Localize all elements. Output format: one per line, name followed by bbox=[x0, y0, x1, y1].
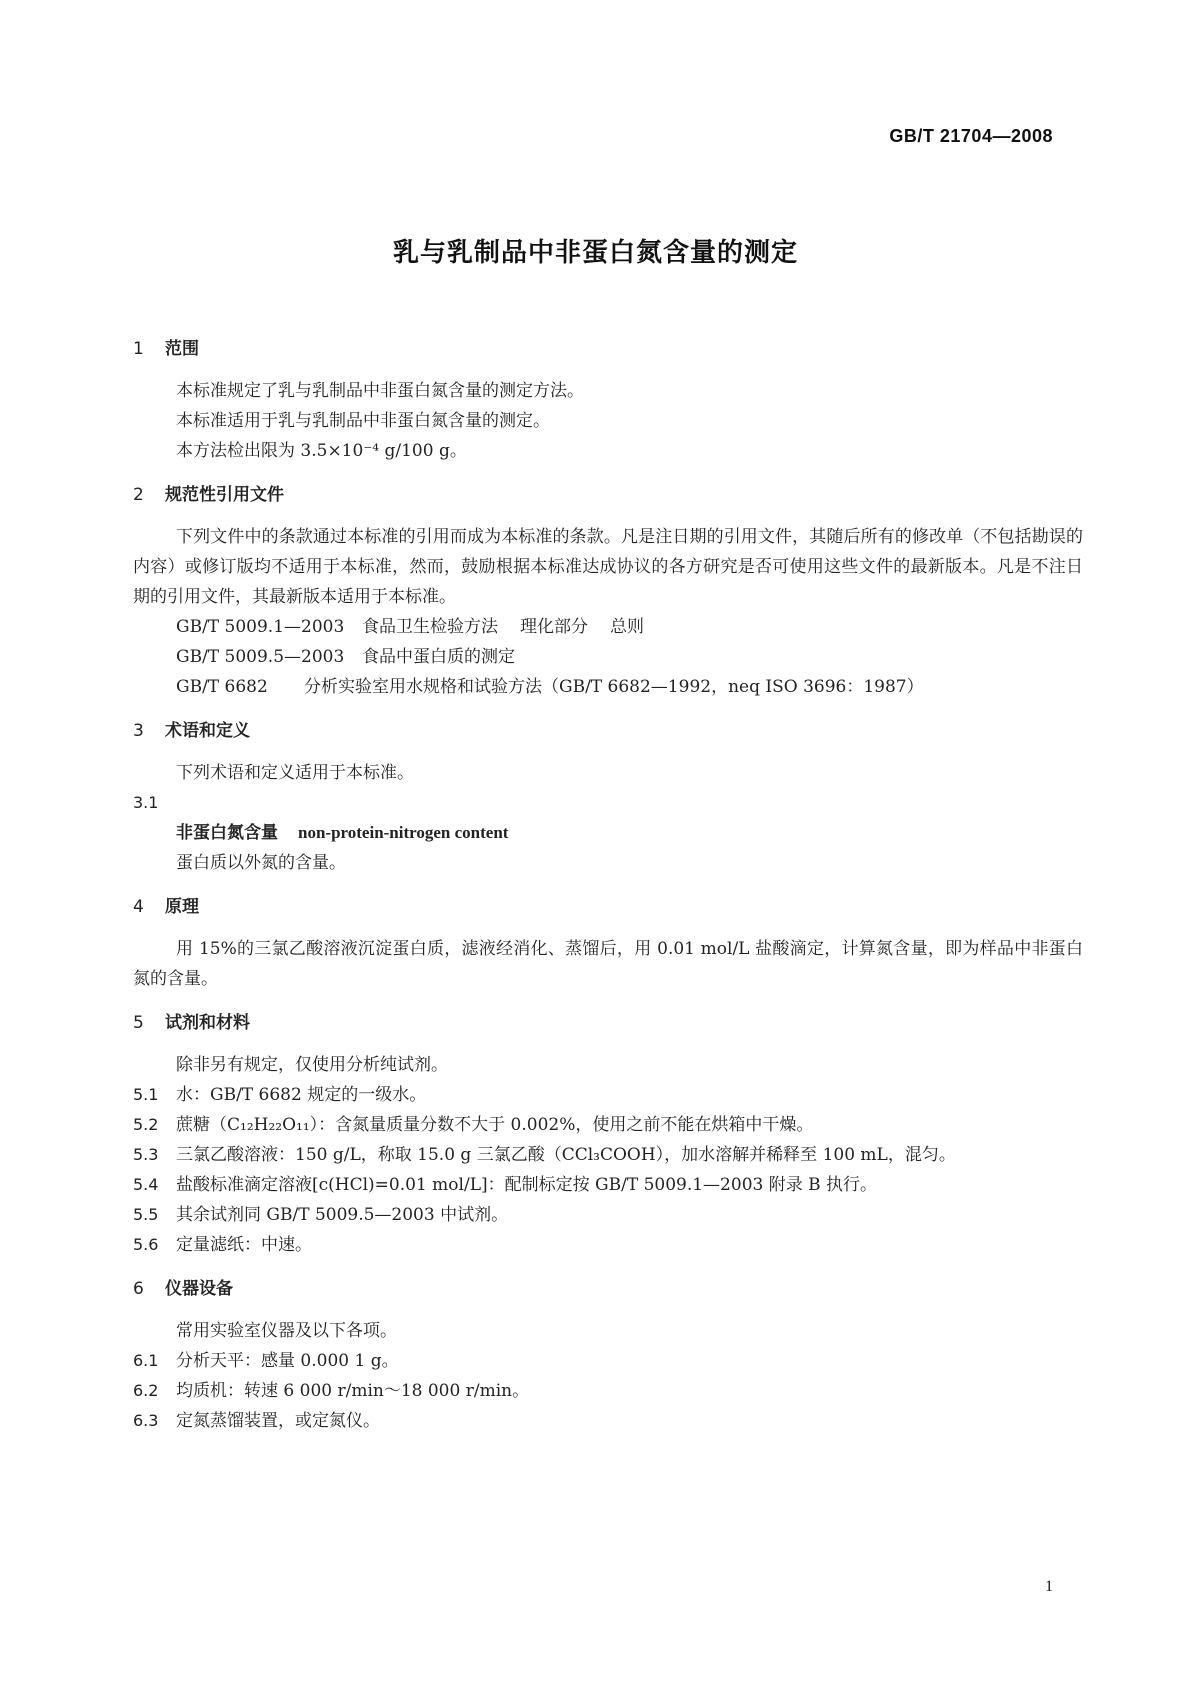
clause-5-5 bbox=[133, 1200, 1083, 1230]
section-5-heading bbox=[133, 1008, 1083, 1038]
section-3-heading bbox=[133, 716, 1083, 746]
section-number: 2 bbox=[133, 485, 144, 505]
section-4-heading bbox=[133, 892, 1083, 922]
clause-text: 水：GB/T 6682 规定的一级水。 bbox=[176, 1085, 427, 1105]
clause-5-2 bbox=[133, 1110, 1083, 1140]
clause-number: 5.6 bbox=[133, 1235, 159, 1254]
clause-5-4 bbox=[133, 1170, 1083, 1200]
section-number: 4 bbox=[133, 897, 144, 917]
clause-number: 5.4 bbox=[133, 1175, 159, 1194]
page-number: 1 bbox=[1045, 1578, 1053, 1595]
section-title: 范围 bbox=[165, 339, 199, 359]
scope-line-2: 本标准适用于乳与乳制品中非蛋白氮含量的测定。 bbox=[176, 411, 550, 431]
section-6-heading bbox=[133, 1274, 1083, 1304]
scope-line-1: 本标准规定了乳与乳制品中非蛋白氮含量的测定方法。 bbox=[176, 381, 584, 401]
clause-number: 6.3 bbox=[133, 1411, 159, 1430]
clause-5-3 bbox=[133, 1140, 1083, 1170]
clause-5-1 bbox=[133, 1080, 1083, 1110]
section-title: 试剂和材料 bbox=[165, 1013, 250, 1033]
reference-item bbox=[133, 642, 1083, 672]
reference-title: 食品中蛋白质的测定 bbox=[362, 647, 515, 667]
section-2-heading bbox=[133, 480, 1083, 510]
clause-6-1 bbox=[133, 1346, 1083, 1376]
reference-title: 食品卫生检验方法 bbox=[362, 617, 498, 637]
reference-code: GB/T 5009.5—2003 bbox=[176, 647, 345, 667]
clause-number: 5.1 bbox=[133, 1085, 159, 1104]
term-definition: 蛋白质以外氮的含量。 bbox=[176, 853, 346, 873]
reference-item bbox=[133, 672, 1083, 702]
reagents-intro: 除非另有规定，仅使用分析纯试剂。 bbox=[176, 1055, 448, 1075]
section-title: 术语和定义 bbox=[165, 721, 250, 741]
section-title: 原理 bbox=[165, 897, 199, 917]
document-body bbox=[133, 334, 1083, 1436]
section-number: 3 bbox=[133, 721, 144, 741]
normative-references-paragraph: 下列文件中的条款通过本标准的引用而成为本标准的条款。凡是注日期的引用文件，其随后所有的修改单（不包括勘误的内容）或修订版均不适用于本标准，然而，鼓励根据本标准达成协议的各方研究是否可使用这些文件的最新版本。凡是不注日期的引用文件，其最新版本适用于本标准。 bbox=[133, 527, 1083, 607]
term-english: non-protein-nitrogen content bbox=[298, 823, 509, 842]
term-entry bbox=[133, 818, 1083, 848]
clause-text: 均质机：转速 6 000 r/min～18 000 r/min。 bbox=[176, 1381, 530, 1401]
section-1-heading bbox=[133, 334, 1083, 364]
section-number: 6 bbox=[133, 1279, 144, 1299]
reference-title: 分析实验室用水规格和试验方法（GB/T 6682—1992，neq ISO 3696：1987） bbox=[304, 677, 924, 697]
clause-text: 蔗糖（C₁₂H₂₂O₁₁）：含氮量质量分数不大于 0.002%，使用之前不能在烘箱中干燥。 bbox=[176, 1115, 814, 1135]
section-number: 1 bbox=[133, 339, 144, 359]
clause-number: 5.2 bbox=[133, 1115, 159, 1134]
clause-number: 5.3 bbox=[133, 1145, 159, 1164]
clause-number: 5.5 bbox=[133, 1205, 159, 1224]
scope-line-3: 本方法检出限为 3.5×10⁻⁴ g/100 g。 bbox=[176, 441, 467, 461]
apparatus-intro: 常用实验室仪器及以下各项。 bbox=[176, 1321, 397, 1341]
clause-text: 其余试剂同 GB/T 5009.5—2003 中试剂。 bbox=[176, 1205, 509, 1225]
clause-text: 定氮蒸馏装置，或定氮仪。 bbox=[176, 1411, 380, 1431]
reference-title-part: 总则 bbox=[610, 617, 644, 637]
clause-number: 6.2 bbox=[133, 1381, 159, 1400]
section-title: 规范性引用文件 bbox=[165, 485, 284, 505]
document-title: 乳与乳制品中非蛋白氮含量的测定 bbox=[392, 238, 798, 268]
subclause-number: 3.1 bbox=[133, 793, 159, 812]
standard-number: GB/T 21704—2008 bbox=[889, 126, 1053, 146]
clause-text: 三氯乙酸溶液：150 g/L，称取 15.0 g 三氯乙酸（CCl₃COOH），加水溶解并稀释至 100 mL，混匀。 bbox=[176, 1145, 956, 1165]
reference-code: GB/T 6682 bbox=[176, 677, 268, 697]
clause-text: 定量滤纸：中速。 bbox=[176, 1235, 312, 1255]
section-title: 仪器设备 bbox=[165, 1279, 233, 1299]
clause-text: 盐酸标准滴定溶液[c(HCl)=0.01 mol/L]：配制标定按 GB/T 5009.1—2003 附录 B 执行。 bbox=[176, 1175, 878, 1195]
clause-5-6 bbox=[133, 1230, 1083, 1260]
terms-intro: 下列术语和定义适用于本标准。 bbox=[176, 763, 414, 783]
section-number: 5 bbox=[133, 1013, 144, 1033]
clause-number: 6.1 bbox=[133, 1351, 159, 1370]
term-chinese: 非蛋白氮含量 bbox=[176, 823, 278, 843]
reference-title-part: 理化部分 bbox=[520, 617, 588, 637]
reference-code: GB/T 5009.1—2003 bbox=[176, 617, 345, 637]
clause-6-2 bbox=[133, 1376, 1083, 1406]
principle-paragraph: 用 15%的三氯乙酸溶液沉淀蛋白质，滤液经消化、蒸馏后，用 0.01 mol/L 盐酸滴定，计算氮含量，即为样品中非蛋白氮的含量。 bbox=[133, 939, 1083, 989]
clause-text: 分析天平：感量 0.000 1 g。 bbox=[176, 1351, 399, 1371]
reference-item bbox=[133, 612, 1083, 642]
clause-6-3 bbox=[133, 1406, 1083, 1436]
